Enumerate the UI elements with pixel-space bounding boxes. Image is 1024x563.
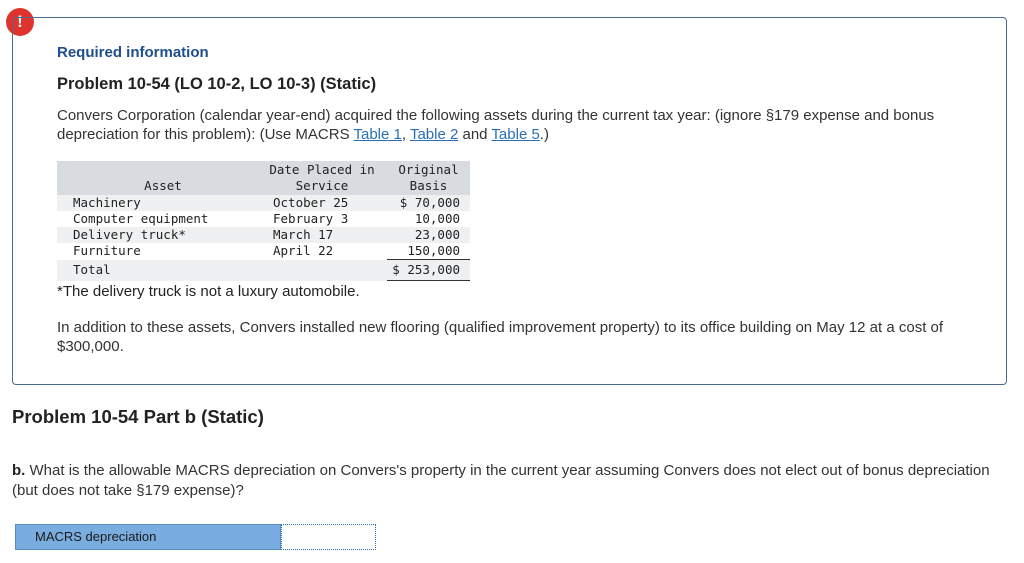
question-prefix: b.	[12, 462, 26, 479]
intro-text: Convers Corporation (calendar year-end) acquired the following assets during the current tax year: (ignore §179 expense and bonus depreciation for this problem): (Use MACRS	[57, 107, 935, 143]
total-label: Total	[57, 260, 257, 281]
required-information-heading: Required information	[57, 44, 209, 61]
problem-title: Problem 10-54 (LO 10-2, LO 10-3) (Static)	[57, 75, 377, 93]
asset-name: Delivery truck*	[57, 227, 257, 243]
intro-end: .)	[539, 126, 549, 143]
total-date-empty	[257, 260, 387, 281]
asset-basis: $ 70,000	[387, 195, 470, 211]
macrs-table-5-link[interactable]: Table 5	[491, 126, 540, 143]
alert-icon: !	[6, 8, 34, 36]
question-text	[12, 461, 1012, 501]
header-date-placed: Date Placed in Service	[257, 161, 387, 195]
part-title: Problem 10-54 Part b (Static)	[12, 406, 264, 427]
asset-basis: 23,000	[387, 227, 470, 243]
additional-info: In addition to these assets, Convers installed new flooring (qualified improvement property) to its office building on May 12 at a cost of $300,000.	[57, 319, 944, 355]
intro-separator-1: ,	[401, 126, 410, 143]
footnote: *The delivery truck is not a luxury automobile.	[57, 283, 360, 300]
question-body: What is the allowable MACRS depreciation on Convers's property in the current year assuming Convers does not elect out of bonus depreciation (but does not take §179 expense)?	[12, 462, 990, 499]
asset-name: Machinery	[57, 195, 257, 211]
macrs-table-2-link[interactable]: Table 2	[409, 126, 459, 143]
asset-basis: 150,000	[387, 243, 470, 260]
total-basis: $ 253,000	[387, 260, 470, 281]
macrs-depreciation-input[interactable]	[281, 524, 376, 550]
asset-basis: 10,000	[414, 211, 460, 226]
header-original-basis: Original Basis	[387, 161, 470, 195]
table-row	[57, 227, 470, 243]
header-asset: Asset	[57, 161, 257, 195]
asset-name: Furniture	[73, 243, 141, 259]
macrs-depreciation-label: MACRS depreciation	[15, 524, 281, 550]
asset-name: Computer equipment	[73, 211, 209, 226]
macrs-table-1-link[interactable]: Table 1	[353, 126, 402, 143]
table-row	[57, 243, 470, 260]
asset-date: April 22	[273, 243, 334, 259]
asset-table	[57, 161, 470, 281]
intro-separator-2: and	[458, 126, 492, 143]
table-total-row	[57, 260, 470, 281]
asset-date: March 17	[257, 227, 387, 243]
problem-intro	[57, 106, 967, 144]
asset-date: February 3	[273, 211, 349, 226]
asset-date: October 25	[257, 195, 387, 211]
table-row	[57, 211, 470, 227]
asset-table-header	[57, 161, 470, 195]
table-row	[57, 195, 470, 211]
